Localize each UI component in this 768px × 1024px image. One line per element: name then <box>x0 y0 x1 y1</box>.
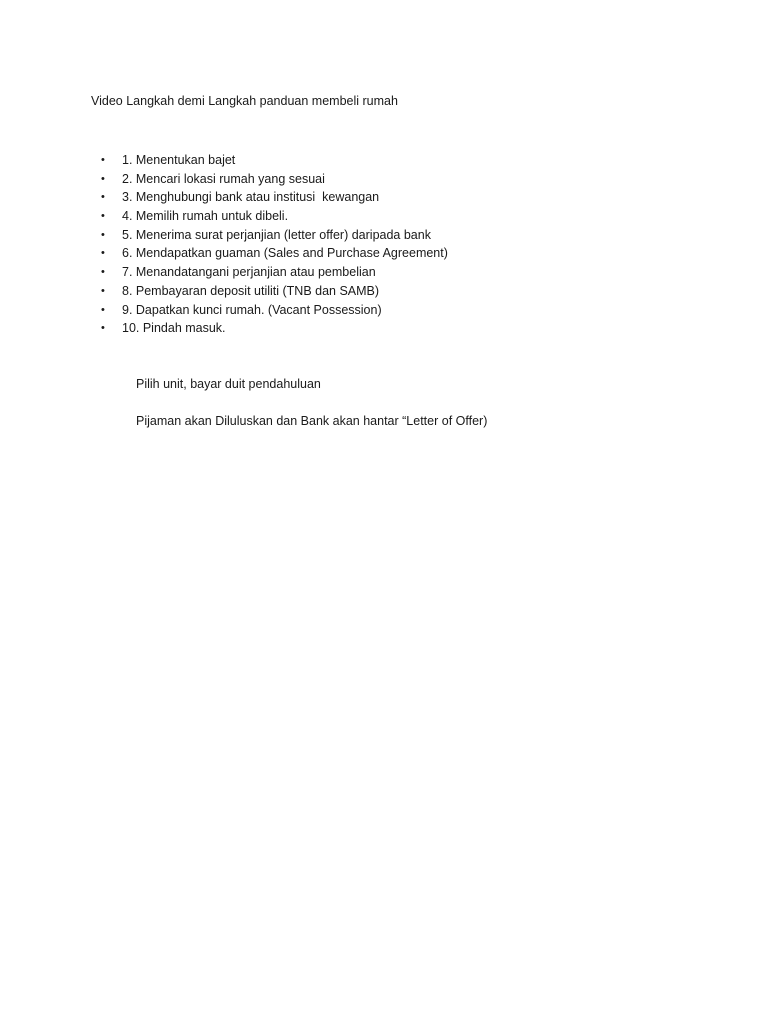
list-item <box>103 170 448 189</box>
list-item <box>103 301 448 320</box>
bullet-icon: • <box>101 266 105 279</box>
list-item <box>103 282 448 301</box>
step-text: 8. Pembayaran deposit utiliti (TNB dan SAMB) <box>122 283 380 298</box>
document-title: Video Langkah demi Langkah panduan membeli rumah <box>91 94 398 108</box>
note-paragraph: Pijaman akan Diluluskan dan Bank akan hantar “Letter of Offer) <box>136 414 488 428</box>
list-item <box>103 226 448 245</box>
step-text: 7. Menandatangani perjanjian atau pembelian <box>122 265 376 280</box>
bullet-icon: • <box>101 191 105 204</box>
bullet-icon: • <box>101 228 105 241</box>
step-text: 4. Memilih rumah untuk dibeli. <box>122 209 289 224</box>
list-item <box>103 244 448 263</box>
bullet-icon: • <box>101 210 105 223</box>
list-item <box>103 319 448 338</box>
bullet-icon: • <box>101 172 105 185</box>
bullet-icon: • <box>101 154 105 166</box>
bullet-icon: • <box>101 247 105 260</box>
step-text: 10. Pindah masuk. <box>122 321 226 336</box>
step-text: 1. Menentukan bajet <box>122 153 236 167</box>
step-text: 5. Menerima surat perjanjian (letter offer) daripada bank <box>122 227 431 242</box>
step-text: 6. Mendapatkan guaman (Sales and Purchase Agreement) <box>122 246 448 261</box>
steps-list <box>103 151 448 338</box>
step-text: 9. Dapatkan kunci rumah. (Vacant Possession) <box>122 302 382 317</box>
bullet-icon: • <box>101 322 105 335</box>
list-item <box>103 188 448 207</box>
note-paragraph: Pilih unit, bayar duit pendahuluan <box>136 377 321 391</box>
list-item <box>103 207 448 226</box>
list-item <box>103 151 448 170</box>
bullet-icon: • <box>101 284 105 297</box>
step-text: 2. Mencari lokasi rumah yang sesuai <box>122 171 325 186</box>
bullet-icon: • <box>101 303 105 316</box>
step-text: 3. Menghubungi bank atau institusi kewangan <box>122 190 380 205</box>
list-item <box>103 263 448 282</box>
